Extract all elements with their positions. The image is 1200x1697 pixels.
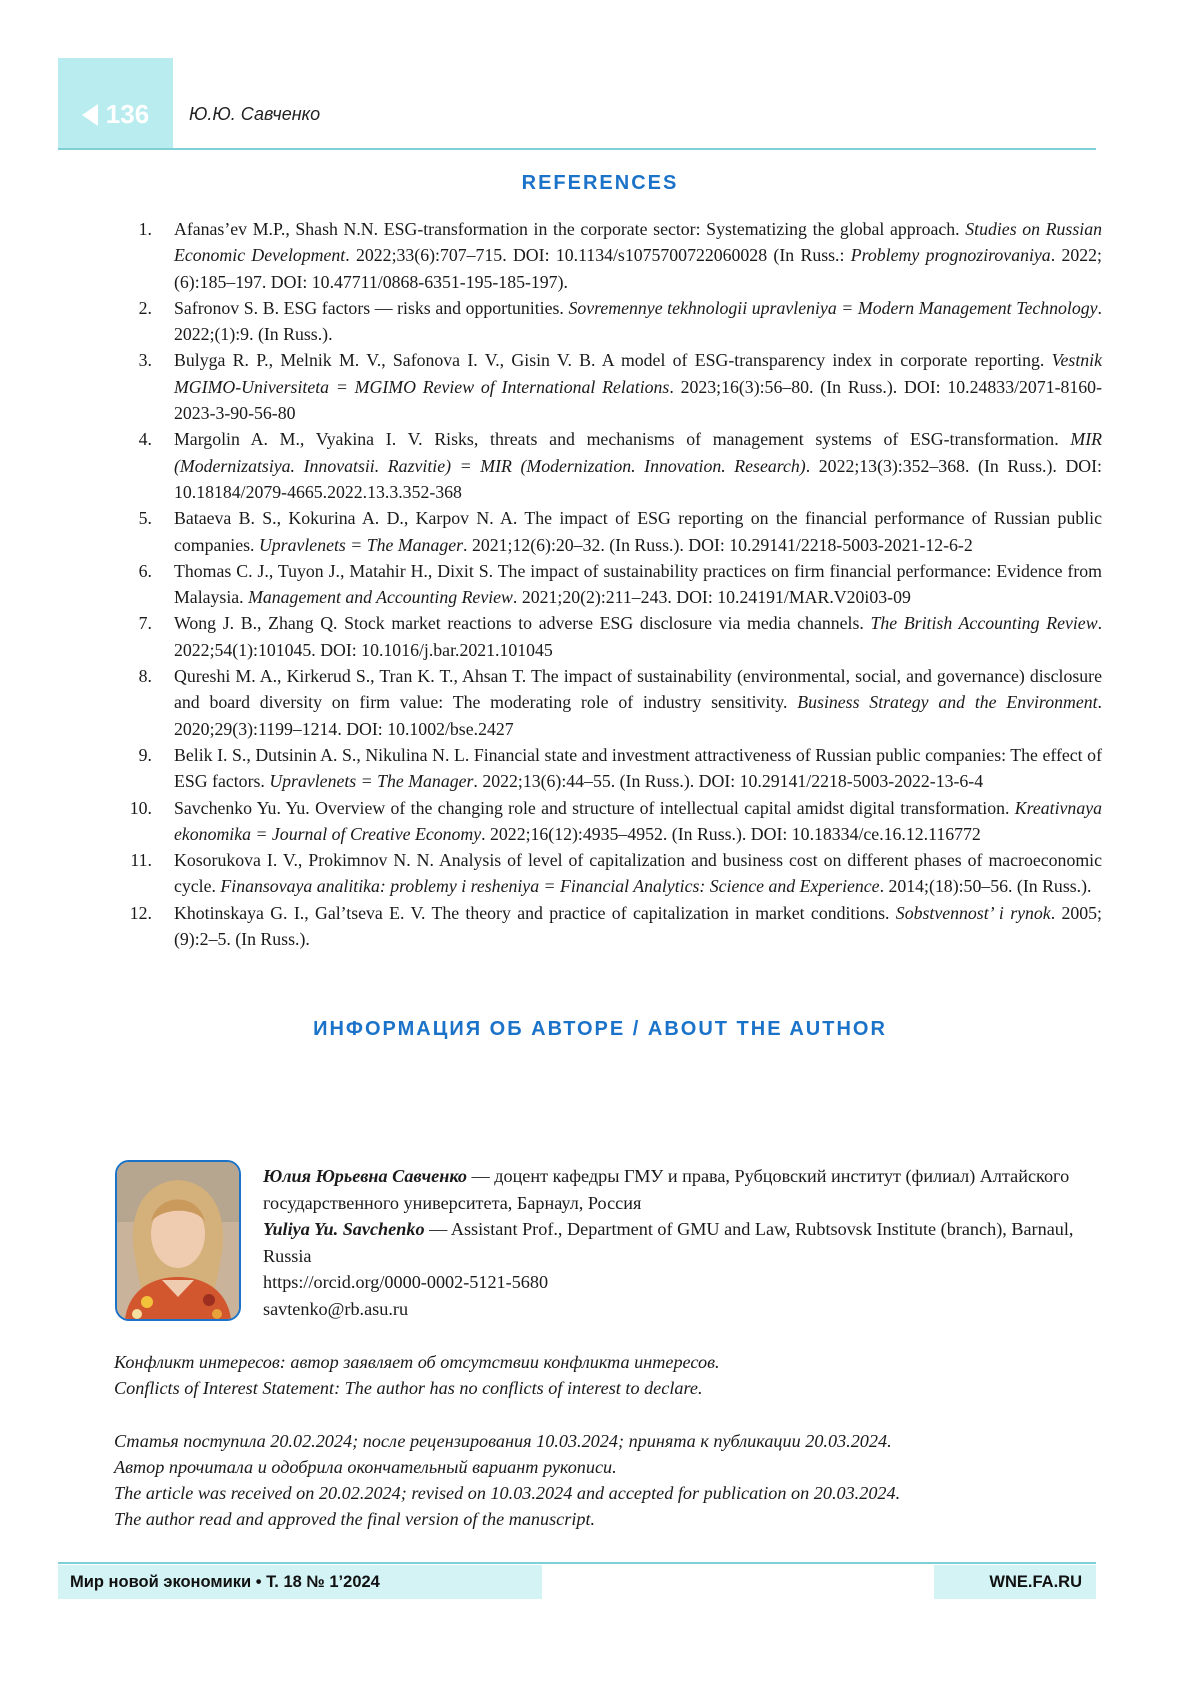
- reference-journal: Upravlenets = The Manager: [258, 534, 464, 555]
- reference-number: 11.: [130, 850, 152, 871]
- reference-number: 6.: [138, 560, 152, 581]
- reference-number: 1.: [138, 219, 152, 239]
- reference-authors-title: Belik I. S., Dutsinin A. S., Nikulina N. L. Financial state and investment attractiveness of Russian public companies: The effect of ESG factors.: [174, 744, 1102, 792]
- reference-item: [124, 558, 1102, 611]
- author-desc-ru: — доцент кафедры ГМУ и права, Рубцовский институт (филиал) Алтайского государственного университета, Барнаул, Россия: [263, 1166, 1070, 1213]
- author-name-en: Yuliya Yu. Savchenko: [263, 1219, 425, 1239]
- author-orcid-link[interactable]: https://orcid.org/0000-0002-5121-5680: [263, 1272, 549, 1292]
- reference-journal: The British Accounting Review: [870, 613, 1098, 634]
- page-number: 136: [105, 99, 150, 129]
- author-email-link[interactable]: savtenko@rb.asu.ru: [263, 1298, 409, 1319]
- reference-text: [174, 745, 1102, 791]
- received-en: The article was received on 20.02.2024; revised on 10.03.2024 and accepted for publication on 20.03.2024.: [114, 1483, 901, 1504]
- author-section-title: ИНФОРМАЦИЯ ОБ АВТОРЕ / ABOUT THE AUTHOR: [313, 1018, 887, 1040]
- reference-text: [174, 798, 1102, 844]
- reference-item: [124, 900, 1102, 953]
- reference-authors-title: Bataeva B. S., Kokurina A. D., Karpov N. A. The impact of ESG reporting on the financial performance of Russian public companies.: [174, 508, 1102, 555]
- reference-authors-title: Afanas’ev M.P., Shash N.N. ESG-transformation in the corporate sector: Systematizing the global approach.: [174, 219, 966, 239]
- footer-journal: Мир новой экономики • Т. 18 № 1’2024: [58, 1565, 542, 1599]
- reference-item: [124, 347, 1102, 426]
- reference-details: . 2021;12(6):20–32. (In Russ.). DOI: 10.29141/2218-5003-2021-12-6-2: [463, 534, 973, 555]
- reference-journal: Upravlenets = The Manager: [269, 771, 474, 792]
- reference-journal: Sovremennye tekhnologii upravleniya = Modern Management Technology: [568, 297, 1098, 318]
- reference-number: 8.: [138, 666, 152, 687]
- author-details: [263, 1163, 1105, 1322]
- reference-authors-title: Thomas C. J., Tuyon J., Matahir H., Dixit S. The impact of sustainability practices on firm financial performance: Evidence from Malaysia.: [174, 560, 1102, 608]
- references-list: [124, 216, 1102, 952]
- reference-details: . 2022;16(12):4935–4952. (In Russ.). DOI: 10.18334/ce.16.12.116772: [481, 823, 981, 844]
- page-footer: [58, 1562, 1096, 1602]
- reference-text: [174, 429, 1102, 502]
- reference-authors-title: Margolin A. M., Vyakina I. V. Risks, threats and mechanisms of management systems of ESG-transformation.: [174, 429, 1071, 450]
- header-divider: [58, 148, 1096, 150]
- reference-number: 9.: [138, 744, 152, 765]
- reference-item: [124, 663, 1102, 742]
- reference-item: [124, 216, 1102, 295]
- reference-number: 12.: [129, 902, 152, 923]
- reference-item: [124, 295, 1102, 348]
- reference-journal: Finansovaya analitika: problemy i resheniya = Financial Analytics: Science and Experience: [220, 876, 880, 897]
- author-info: [115, 1160, 1105, 1320]
- reference-details: . 2022;(1):9. (In Russ.).: [174, 297, 1102, 345]
- reference-journal: Vestnik MGIMO-Universiteta = MGIMO Review of International Relations: [174, 350, 1102, 397]
- reference-item: [124, 426, 1102, 505]
- reference-journal: Kreativnaya ekonomika = Journal of Creative Economy: [174, 797, 1102, 844]
- author-en: [263, 1216, 1105, 1269]
- reference-authors-title: Wong J. B., Zhang Q. Stock market reactions to adverse ESG disclosure via media channels.: [174, 613, 871, 634]
- references-title: REFERENCES: [521, 172, 679, 194]
- reference-number: 7.: [138, 613, 152, 634]
- reference-journal: MIR (Modernizatsiya. Innovatsii. Razvitie) = MIR (Modernization. Innovation. Research): [174, 429, 1102, 476]
- reference-text: [174, 219, 1102, 292]
- statements: [114, 1349, 1104, 1533]
- reference-number: 5.: [138, 508, 152, 529]
- reference-details: . 2022;54(1):101045. DOI: 10.1016/j.bar.2021.101045: [174, 613, 1103, 660]
- reference-details: . 2022;13(3):352–368. (In Russ.). DOI: 10.18184/2079-4665.2022.13.3.352-368: [174, 455, 1102, 502]
- reference-text: [174, 508, 1102, 554]
- reference-authors-title: Kosorukova I. V., Prokimnov N. N. Analysis of level of capitalization and business cost on different phases of macroeconomic cycle.: [174, 850, 1102, 897]
- author-name-ru: Юлия Юрьевна Савченко: [263, 1166, 467, 1186]
- reference-authors-title: Savchenko Yu. Yu. Overview of the changing role and structure of intellectual capital amidst digital transformation.: [174, 797, 1015, 818]
- reference-item: [124, 795, 1102, 848]
- reference-authors-title: Safronov S. B. ESG factors — risks and opportunities.: [174, 297, 569, 318]
- reference-text: [174, 613, 1102, 659]
- reference-text: [174, 298, 1102, 344]
- author-photo: [115, 1160, 241, 1321]
- page-number-tab: [58, 58, 173, 149]
- reference-authors-title: Qureshi M. A., Kirkerud S., Tran K. T., Ahsan T. The impact of sustainability (environmental, social, and governance) disclosure and board diversity on firm value: The moderating role of industry sensitivity.: [174, 666, 1102, 713]
- reference-item: [124, 505, 1102, 558]
- approved-ru: Автор прочитала и одобрила окончательный вариант рукописи.: [114, 1456, 617, 1477]
- reference-number: 4.: [138, 429, 152, 450]
- reference-details: . 2022;(6):185–197. DOI: 10.47711/0868-6351-195-185-197).: [174, 245, 1102, 292]
- reference-item: [124, 610, 1102, 663]
- received-ru: Статья поступила 20.02.2024; после рецензирования 10.03.2024; принята к публикации 20.03.2024.: [114, 1430, 892, 1451]
- reference-text: [174, 850, 1102, 896]
- back-arrow-icon: [82, 104, 98, 126]
- reference-item: [124, 847, 1102, 900]
- page-header: [58, 58, 1096, 150]
- reference-details: . 2005;(9):2–5. (In Russ.).: [174, 902, 1102, 950]
- reference-details: . 2022;13(6):44–55. (In Russ.). DOI: 10.29141/2218-5003-2022-13-6-4: [473, 771, 984, 792]
- running-author: Ю.Ю. Савченко: [189, 104, 321, 124]
- reference-text: [174, 561, 1102, 607]
- reference-authors-title: Bulyga R. P., Melnik M. V., Safonova I. V., Gisin V. B. A model of ESG-transparency index in corporate reporting.: [174, 350, 1052, 371]
- conflict-en: Conflicts of Interest Statement: The author has no conflicts of interest to declare.: [114, 1378, 703, 1399]
- conflict-ru: Конфликт интересов: автор заявляет об отсутствии конфликта интересов.: [114, 1352, 720, 1372]
- author-ru: [263, 1163, 1105, 1216]
- reference-journal: Problemy prognozirovaniya: [850, 245, 1051, 266]
- reference-item: [124, 742, 1102, 795]
- footer-site-link[interactable]: WNE.FA.RU: [934, 1565, 1096, 1599]
- reference-details: . 2022;33(6):707–715. DOI: 10.1134/s1075700722060028 (In Russ.:: [345, 245, 851, 266]
- reference-journal: Business Strategy and the Environment: [797, 692, 1098, 713]
- reference-number: 10.: [129, 797, 152, 818]
- reference-details: . 2021;20(2):211–243. DOI: 10.24191/MAR.V20i03-09: [512, 587, 911, 608]
- reference-text: [174, 903, 1102, 949]
- approved-en: The author read and approved the final version of the manuscript.: [114, 1509, 596, 1530]
- reference-journal: Management and Accounting Review: [248, 587, 513, 608]
- reference-journal: Studies on Russian Economic Development: [174, 219, 1102, 266]
- author-desc-en: — Assistant Prof., Department of GMU and Law, Rubtsovsk Institute (branch), Barnaul, Russia: [263, 1219, 1074, 1266]
- reference-journal: Sobstvennost’ i rynok: [895, 902, 1051, 923]
- reference-number: 2.: [138, 297, 152, 318]
- reference-text: [174, 666, 1102, 739]
- reference-number: 3.: [138, 350, 152, 371]
- reference-details: . 2020;29(3):1199–1214. DOI: 10.1002/bse.2427: [174, 692, 1102, 739]
- footer-divider: [58, 1562, 1096, 1564]
- reference-details: . 2023;16(3):56–80. (In Russ.). DOI: 10.24833/2071-8160-2023-3-90-56-80: [174, 376, 1102, 424]
- reference-text: [174, 350, 1102, 423]
- reference-details: . 2014;(18):50–56. (In Russ.).: [879, 876, 1092, 897]
- reference-authors-title: Khotinskaya G. I., Gal’tseva E. V. The theory and practice of capitalization in market conditions.: [174, 902, 896, 923]
